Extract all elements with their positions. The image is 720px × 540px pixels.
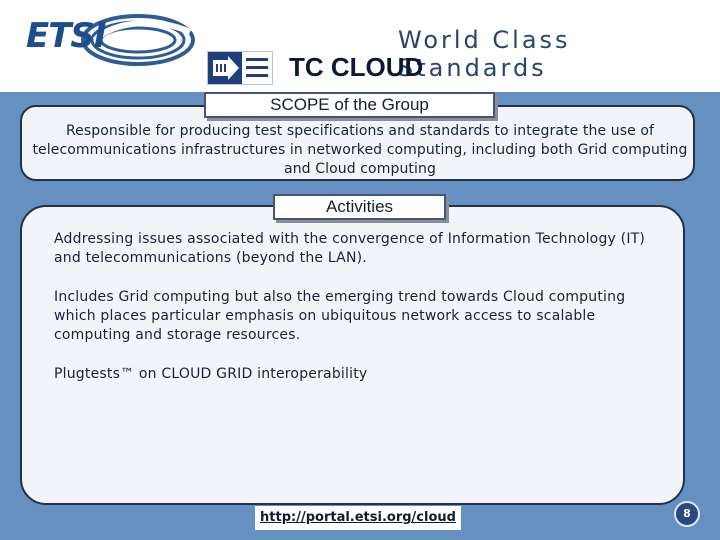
scope-heading: SCOPE of the Group [204,92,495,118]
slide-header [0,0,720,92]
activity-item: Includes Grid computing but also the emerging trend towards Cloud computing which places particular emphasis on ubiquitous network access to scalable computing and storage resources. [54,289,626,343]
scope-description: Responsible for producing test specifications and standards to integrate the use of telecommunications infrastructures in networked computing, including both Grid computing and Cloud computing [32,123,688,177]
tc-emblem-icon [207,51,273,85]
cloud-portal-link[interactable]: http://portal.etsi.org/cloud [255,506,461,530]
activities-heading: Activities [273,194,446,220]
tagline: World Class Standards [398,26,571,82]
activity-item: Plugtests™ on CLOUD GRID interoperability [54,366,368,382]
page-title: TC CLOUD [289,52,424,82]
page-number-badge: 8 [674,501,700,527]
etsi-logo-text: ETSI [26,16,106,56]
activity-item: Addressing issues associated with the convergence of Information Technology (IT) and telecommunications (beyond the LAN). [54,231,646,266]
